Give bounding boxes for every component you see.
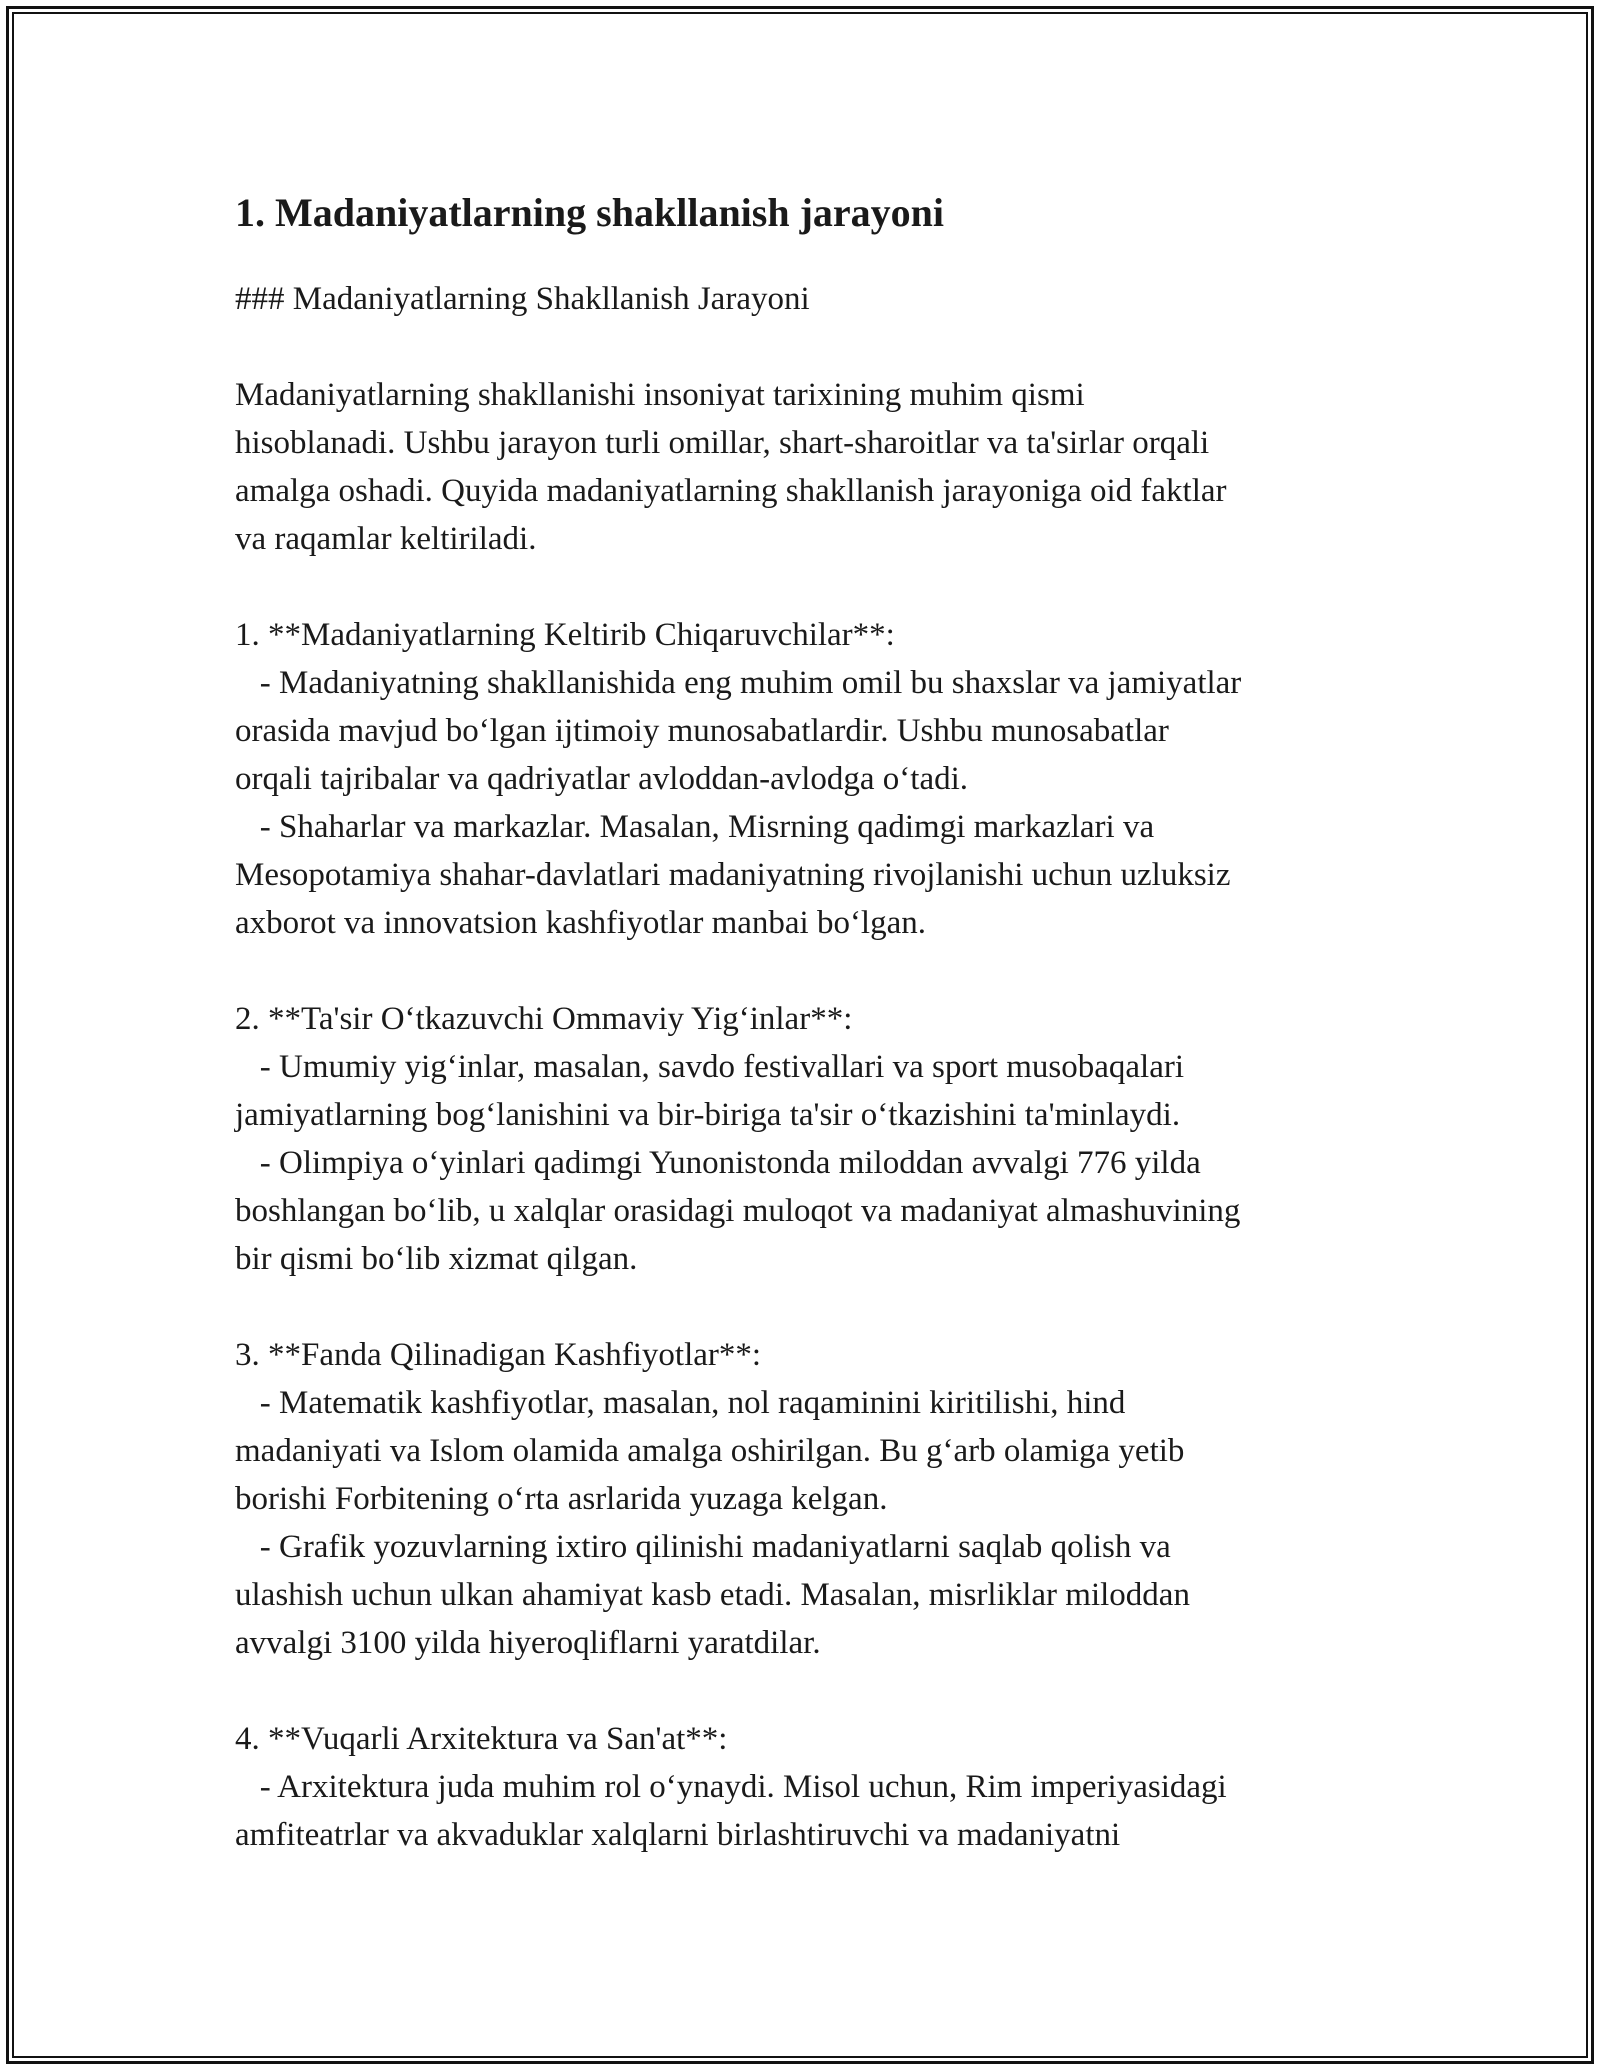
section-line: boshlangan bo‘lib, u xalqlar orasidagi muloqot va madaniyat almashuvining [235, 1193, 1241, 1229]
section-line: Mesopotamiya shahar-davlatlari madaniyatning rivojlanishi uchun uzluksiz [235, 857, 1231, 893]
section-line: - Matematik kashfiyotlar, masalan, nol raqaminini kiritilishi, hind [235, 1385, 1126, 1421]
section-line: amfiteatrlar va akvaduklar xalqlarni birlashtiruvchi va madaniyatni [235, 1817, 1121, 1853]
document-title: 1. Madaniyatlarning shakllanish jarayoni [235, 190, 945, 235]
section-line: orqali tajribalar va qadriyatlar avloddan-avlodga o‘tadi. [235, 761, 969, 797]
section-line: - Olimpiya o‘yinlari qadimgi Yunonistonda miloddan avvalgi 776 yilda [235, 1145, 1201, 1181]
section-heading: 4. **Vuqarli Arxitektura va San'at**: [235, 1721, 728, 1757]
section-line: ulashish uchun ulkan ahamiyat kasb etadi. Masalan, misrliklar miloddan [235, 1577, 1190, 1613]
section-line: - Madaniyatning shakllanishida eng muhim omil bu shaxslar va jamiyatlar [235, 665, 1242, 701]
intro-line: va raqamlar keltiriladi. [235, 521, 537, 557]
intro-line: hisoblanadi. Ushbu jarayon turli omillar, shart-sharoitlar va ta'sirlar orqali [235, 425, 1210, 461]
section-line: - Arxitektura juda muhim rol o‘ynaydi. Misol uchun, Rim imperiyasidagi [235, 1769, 1227, 1805]
section-line: - Grafik yozuvlarning ixtiro qilinishi madaniyatlarni saqlab qolish va [235, 1529, 1171, 1565]
section-line: orasida mavjud bo‘lgan ijtimoiy munosabatlardir. Ushbu munosabatlar [235, 713, 1169, 749]
section-line: avvalgi 3100 yilda hiyeroqliflarni yaratdilar. [235, 1625, 821, 1661]
document-body [235, 185, 1395, 1907]
section-heading: 2. **Ta'sir O‘tkazuvchi Ommaviy Yig‘inlar**: [235, 1001, 853, 1037]
section-line: - Shaharlar va markazlar. Masalan, Misrning qadimgi markazlari va [235, 809, 1155, 845]
section-line: - Umumiy yig‘inlar, masalan, savdo festivallari va sport musobaqalari [235, 1049, 1185, 1085]
section-1 [235, 611, 1395, 947]
intro-line: amalga oshadi. Quyida madaniyatlarning shakllanish jarayoniga oid faktlar [235, 473, 1227, 509]
section-line: madaniyati va Islom olamida amalga oshirilgan. Bu g‘arb olamiga yetib [235, 1433, 1185, 1469]
section-line: axborot va innovatsion kashfiyotlar manbai bo‘lgan. [235, 905, 927, 941]
section-2 [235, 995, 1395, 1283]
section-heading: 1. **Madaniyatlarning Keltirib Chiqaruvchilar**: [235, 617, 895, 653]
section-line: jamiyatlarning bog‘lanishini va bir-biriga ta'sir o‘tkazishini ta'minlaydi. [235, 1097, 1181, 1133]
intro-line: Madaniyatlarning shakllanishi insoniyat tarixining muhim qismi [235, 377, 1085, 413]
document-subtitle: ### Madaniyatlarning Shakllanish Jarayoni [235, 281, 810, 317]
intro-paragraph [235, 371, 1395, 563]
section-heading: 3. **Fanda Qilinadigan Kashfiyotlar**: [235, 1337, 762, 1373]
section-4 [235, 1715, 1395, 1859]
section-3 [235, 1331, 1395, 1667]
section-line: bir qismi bo‘lib xizmat qilgan. [235, 1241, 638, 1277]
section-line: borishi Forbitening o‘rta asrlarida yuzaga kelgan. [235, 1481, 888, 1517]
